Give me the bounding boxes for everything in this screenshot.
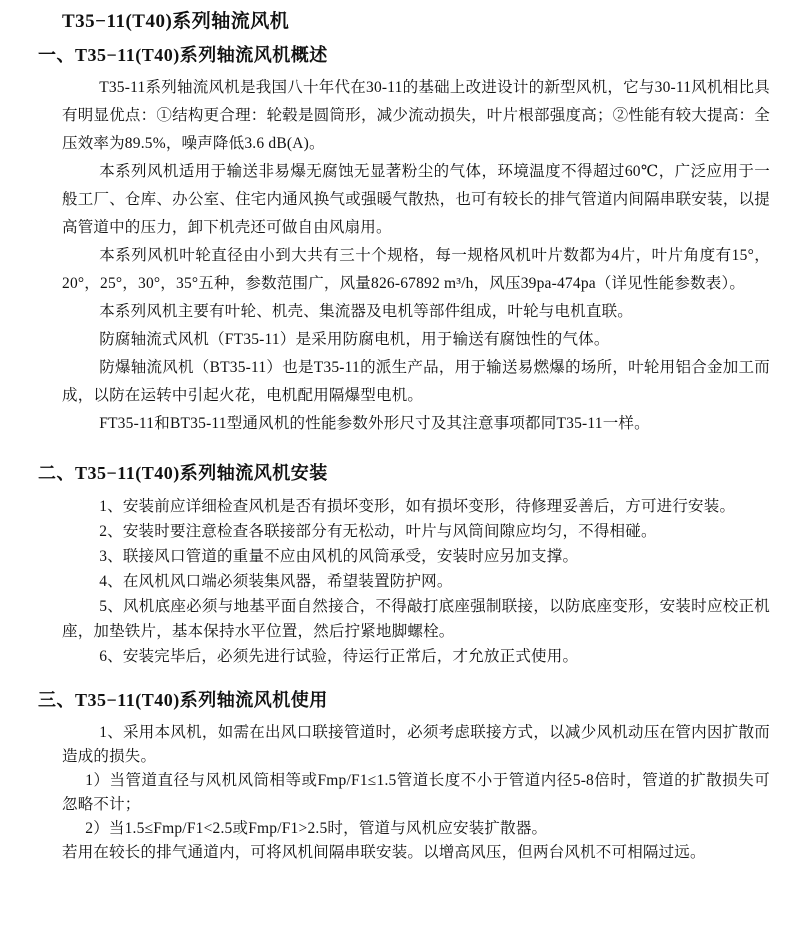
- install-item-1: 1、安装前应详细检查风机是否有损坏变形，如有损坏变形，待修理妥善后，方可进行安装。: [99, 498, 736, 515]
- usage-item-1: 1、采用本风机，如需在出风口联接管道时，必须考虑联接方式，以减少风机动压在管内因扩散而造成的损失。: [62, 724, 770, 765]
- usage-note: 若用在较长的排气通道内，可将风机间隔串联安装。以增高风压，但两台风机不可相隔过远。: [62, 844, 706, 861]
- section-installation: [38, 460, 770, 669]
- paragraph-overview-1: T35-11系列轴流风机是我国八十年代在30-11的基础上改进设计的新型风机，它与30-11风机相比具有明显优点：①结构更合理：轮毂是圆筒形，减少流动损失，叶片根部强度高；②性能有较大提高：全压效率为89.5%，噪声降低3.6 dB(A)。: [62, 79, 770, 152]
- install-item-2: 2、安装时要注意检查各联接部分有无松动，叶片与风筒间隙应均匀，不得相碰。: [99, 523, 657, 540]
- install-item-6: 6、安装完毕后，必须先进行试验，待运行正常后，才允放正式使用。: [99, 648, 579, 665]
- paragraph-overview-2: 本系列风机适用于输送非易爆无腐蚀无显著粉尘的气体，环境温度不得超过60℃，广泛应用于一般工厂、仓库、办公室、住宅内通风换气或强暖气散热，也可有较长的排气管道内间隔串联安装，以提高管道中的压力，卸下机壳还可做自由风扇用。: [62, 163, 770, 236]
- section-usage-heading: 三、T35−11(T40)系列轴流风机使用: [38, 690, 328, 710]
- section-overview-heading: 一、T35−11(T40)系列轴流风机概述: [38, 45, 328, 65]
- install-item-4: 4、在风机风口端必须装集风器，希望装置防护网。: [99, 573, 453, 590]
- usage-subitem-1: 1）当管道直径与风机风筒相等或Fmp/F1≤1.5管道长度不小于管道内径5-8倍时，管道的扩散损失可忽略不计；: [62, 772, 770, 813]
- section-overview: [38, 42, 770, 438]
- install-item-5: 5、风机底座必须与地基平面自然接合，不得敲打底座强制联接，以防底座变形，安装时应校正机座，加垫铁片，基本保持水平位置，然后拧紧地脚螺栓。: [62, 598, 770, 640]
- paragraph-overview-7: FT35-11和BT35-11型通风机的性能参数外形尺寸及其注意事项都同T35-11一样。: [99, 415, 650, 432]
- install-item-3: 3、联接风口管道的重量不应由风机的风筒承受，安装时应另加支撑。: [99, 548, 579, 565]
- document-title: T35−11(T40)系列轴流风机: [62, 11, 290, 32]
- paragraph-overview-6: 防爆轴流风机（BT35-11）也是T35-11的派生产品，用于输送易燃爆的场所，叶轮用铝合金加工而成，以防在运转中引起火花，电机配用隔爆型电机。: [62, 359, 770, 404]
- section-usage: [38, 687, 770, 865]
- section-installation-heading: 二、T35−11(T40)系列轴流风机安装: [38, 463, 328, 483]
- usage-subitem-2: 2）当1.5≤Fmp/F1<2.5或Fmp/F1>2.5时，管道与风机应安装扩散器。: [85, 820, 548, 837]
- paragraph-overview-3: 本系列风机叶轮直径由小到大共有三十个规格，每一规格风机叶片数都为4片，叶片角度有15°，20°，25°，30°，35°五种，参数范围广，风量826-67892 m³/h，风压39pa-474pa（详见性能参数表）。: [62, 247, 770, 292]
- paragraph-overview-5: 防腐轴流式风机（FT35-11）是采用防腐电机，用于输送有腐蚀性的气体。: [99, 331, 610, 348]
- paragraph-overview-4: 本系列风机主要有叶轮、机壳、集流器及电机等部件组成，叶轮与电机直联。: [99, 303, 633, 320]
